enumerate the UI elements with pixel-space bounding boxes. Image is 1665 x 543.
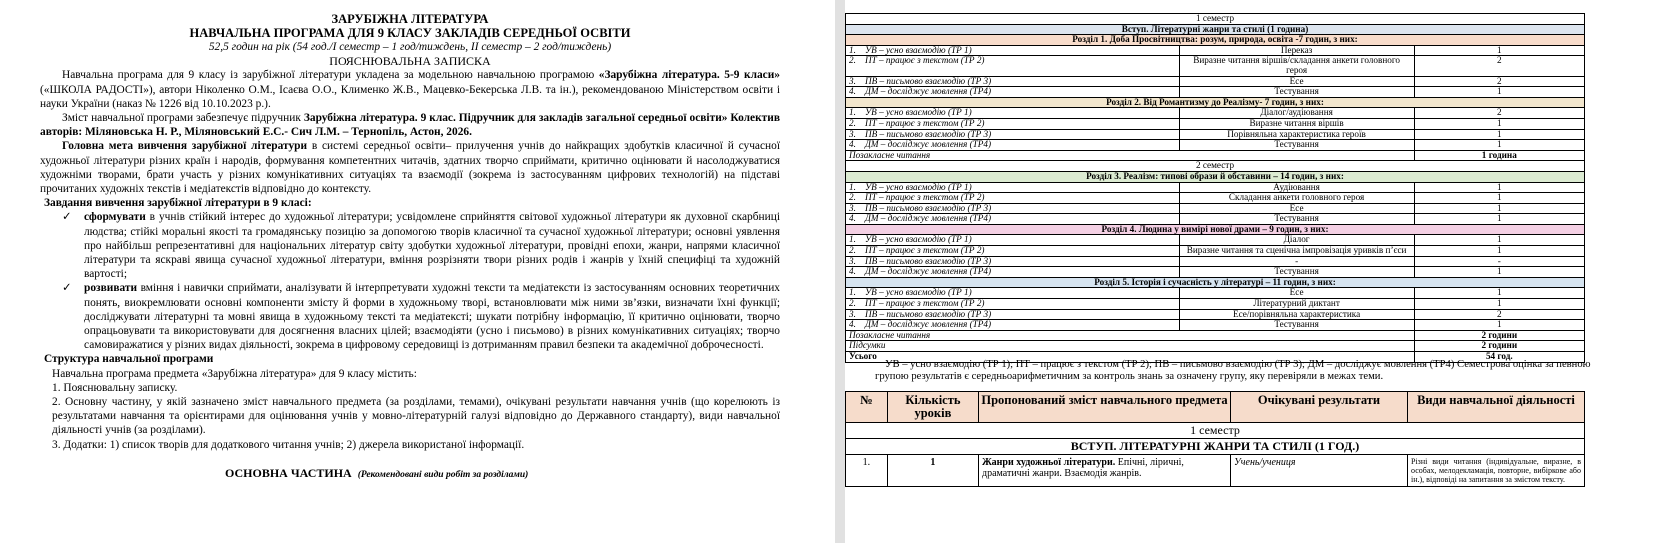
row-number: 2. bbox=[849, 117, 856, 128]
hours-count-cell: 2 bbox=[1414, 309, 1584, 320]
doc-heading: НАВЧАЛЬНА ПРОГРАМА ДЛЯ 9 КЛАСУ ЗАКЛАДІВ СЕРЕДНЬОЇ ОСВІТИ bbox=[189, 26, 631, 40]
row-number: 1. bbox=[849, 107, 856, 118]
t2-row1-lessons: 1 bbox=[887, 455, 978, 487]
p2-text-bold: Зарубіжна література. 9 клас. Підручник для закладів загальної середньої освіти» Колектив авторів: Міляновська Н. Р., Міляновський Е.С.- Сич Л.М. – Тернопіль, Астон, 2026. bbox=[40, 112, 780, 139]
task-form-cell: Есе bbox=[1179, 288, 1414, 299]
activity-type-label: ПВ – письмово взаємодію (ТР 3) bbox=[865, 202, 992, 213]
activity-type-cell bbox=[846, 182, 1180, 193]
task-form-cell: Порівняльна характеристика героїв bbox=[1179, 129, 1414, 140]
table-row bbox=[846, 45, 1585, 56]
activity-type-cell bbox=[846, 309, 1180, 320]
col-header-number: № bbox=[846, 392, 888, 423]
check-icon: ✓ bbox=[62, 211, 72, 224]
check-icon: ✓ bbox=[62, 282, 72, 295]
table-row bbox=[846, 118, 1585, 129]
table-row bbox=[846, 330, 1585, 341]
section-5-header: Розділ 5. Історія і сучасність у літературі – 11 годин, з них: bbox=[846, 277, 1585, 288]
row-number: 4. bbox=[849, 213, 856, 224]
hours-line: 52,5 годин на рік (54 год./І семестр – 1 год/тиждень, ІІ семестр – 2 год/тиждень) bbox=[208, 41, 612, 53]
table-row bbox=[846, 150, 1585, 161]
extra-reading-2-value: 2 години bbox=[1414, 330, 1584, 341]
activity-type-label: ПТ – працює з текстом (ТР 2) bbox=[865, 117, 985, 128]
table-row bbox=[846, 35, 1585, 46]
table-row bbox=[846, 76, 1585, 87]
t2-semester-cell: 1 семестр bbox=[846, 423, 1585, 439]
task-form-cell: - bbox=[1179, 256, 1414, 267]
task-form-cell: Виразне читання віршів/складання анкети головного героя bbox=[1179, 56, 1414, 76]
task-form-cell: Діалог/аудіювання bbox=[1179, 108, 1414, 119]
col-header-lessons: Кількість уроків bbox=[887, 392, 978, 423]
col-header-results: Очікувані результати bbox=[1231, 392, 1408, 423]
table-row bbox=[846, 288, 1585, 299]
row-number: 3. bbox=[849, 128, 856, 139]
summaries-value: 2 години bbox=[1414, 341, 1584, 352]
hours-count-cell: 1 bbox=[1414, 45, 1584, 56]
t2-row1-content bbox=[978, 455, 1230, 487]
hours-count-cell: 1 bbox=[1414, 193, 1584, 204]
hours-table bbox=[845, 13, 1585, 363]
row-number: 2. bbox=[849, 55, 856, 66]
p3-text: в системі середньої освіти– прилучення учнів до найкращих здобутків класичної й сучасної художньої літератури різних країн і народів, формування компетентних читачів, здатних творчо сприймати, критично оцінювати й насолоджуватися художніми творами, брати участь у різних комунікативних ситуаціях та взаємодії (зокрема із застосуванням цифрових технологій) на підставі прочитаних художніх текстів і медіатекстів відповідно до контексту. bbox=[40, 140, 780, 196]
extra-reading-cell: Позакласне читання bbox=[846, 150, 1415, 161]
hours-count-cell: 1 bbox=[1414, 203, 1584, 214]
legend-note: УВ – усно взаємодію (ТР 1); ПТ – працює з текстом (ТР 2); ПВ – письмово взаємодію (ТР 3); ДМ – досліджує мовлення (ТР4) Семестрова оцінка за певною групою результатів є середньоарифметичним за контроль знань за означену групу, яку перевіряли в межах теми. bbox=[875, 359, 1591, 382]
p3-text-bold: Головна мета вивчення зарубіжної літератури bbox=[62, 140, 308, 153]
page-gap bbox=[835, 0, 845, 543]
activity-type-label: ПТ – працює з текстом (ТР 2) bbox=[865, 245, 985, 256]
row-number: 2. bbox=[849, 245, 856, 256]
hours-count-cell: 1 bbox=[1414, 246, 1584, 257]
activity-type-cell bbox=[846, 246, 1180, 257]
task-form-cell: Аудіювання bbox=[1179, 182, 1414, 193]
section-4-header: Розділ 4. Людина у вимірі нової драми – 9 годин, з них: bbox=[846, 224, 1585, 235]
activity-type-label: ДМ – досліджує мовлення (ТР4) bbox=[865, 86, 992, 97]
total-cell: Усього bbox=[846, 352, 1415, 363]
paragraph-textbook bbox=[40, 111, 780, 139]
task-form-cell: Тестування bbox=[1179, 267, 1414, 278]
p1-text-c: («ШКОЛА РАДОСТІ»), автори Ніколенко О.М., Ісаєва О.О., Клименко Ж.В., Мацевко-Бекерська Л.В. та ін.), рекомендованою Міністерством освіти і науки України (наказ № 1226 від 10.10.2023 р.). bbox=[40, 83, 780, 110]
structure-title: Структура навчальної програми bbox=[44, 353, 214, 366]
row-number: 2. bbox=[849, 192, 856, 203]
paragraph-program-basis bbox=[40, 68, 780, 111]
row-number: 3. bbox=[849, 75, 856, 86]
activity-type-label: ДМ – досліджує мовлення (ТР4) bbox=[865, 213, 992, 224]
activity-type-cell bbox=[846, 214, 1180, 225]
activity-type-cell bbox=[846, 129, 1180, 140]
row-number: 4. bbox=[849, 266, 856, 277]
activity-type-label: ПТ – працює з текстом (ТР 2) bbox=[865, 55, 985, 66]
row-number: 1. bbox=[849, 287, 856, 298]
table-row bbox=[846, 56, 1585, 76]
row-number: 1. bbox=[849, 234, 856, 245]
table-row bbox=[846, 214, 1585, 225]
section-1-header: Розділ 1. Доба Просвітництва: розум, природа, освіта -7 годин, з них: bbox=[846, 35, 1585, 46]
task-form-cell: Складання анкети головного героя bbox=[1179, 193, 1414, 204]
task1-bold: сформувати bbox=[84, 211, 146, 224]
row-number: 4. bbox=[849, 139, 856, 150]
hours-count-cell: 1 bbox=[1414, 140, 1584, 151]
tasks-title: Завдання вивчення зарубіжної літератури в 9 класі: bbox=[44, 197, 312, 210]
extra-reading-2-cell: Позакласне читання bbox=[846, 330, 1415, 341]
activity-type-label: ПВ – письмово взаємодію (ТР 3) bbox=[865, 128, 992, 139]
task-form-cell: Переказ bbox=[1179, 45, 1414, 56]
table-row bbox=[846, 299, 1585, 310]
task-item-develop bbox=[40, 281, 780, 352]
task-form-cell: Есе/порівняльна характеристика bbox=[1179, 309, 1414, 320]
table-row bbox=[846, 246, 1585, 257]
activity-type-label: ПВ – письмово взаємодію (ТР 3) bbox=[865, 75, 992, 86]
activity-type-label: УВ – усно взаємодію (ТР 1) bbox=[865, 181, 972, 192]
p1-text-bold: «Зарубіжна література. 5-9 класи» bbox=[598, 69, 780, 82]
paragraph-main-goal bbox=[40, 139, 780, 196]
table-row bbox=[846, 224, 1585, 235]
activity-type-label: ДМ – досліджує мовлення (ТР4) bbox=[865, 266, 992, 277]
hours-count-cell: 1 bbox=[1414, 235, 1584, 246]
activity-type-label: ПТ – працює з текстом (ТР 2) bbox=[865, 192, 985, 203]
activity-type-cell bbox=[846, 299, 1180, 310]
activity-type-cell bbox=[846, 118, 1180, 129]
t2-row1-activities: Різні види читання (індивідуальне, виразне, в особах, мелодекламація, повторне, вибіркове або ін.), відповіді на запитання за змістом тексту. bbox=[1408, 455, 1585, 487]
table-row bbox=[846, 455, 1585, 487]
row-number: 3. bbox=[849, 255, 856, 266]
activity-type-label: ДМ – досліджує мовлення (ТР4) bbox=[865, 319, 992, 330]
program-table bbox=[845, 391, 1585, 487]
main-part-note: (Рекомендовані види робіт за розділами) bbox=[357, 470, 529, 480]
activity-type-label: УВ – усно взаємодію (ТР 1) bbox=[865, 234, 972, 245]
t2-row1-content-text: Епічні, ліричні, драматичні жанри. Взаємодія жанрів. bbox=[981, 457, 1184, 479]
structure-item-3: 3. Додатки: 1) список творів для додаткового читання учнів; 2) джерела використаної інформації. bbox=[52, 438, 525, 451]
col-header-content: Пропонований зміст навчального предмета bbox=[978, 392, 1230, 423]
t2-row1-results: Учень/учениця bbox=[1231, 455, 1408, 487]
activity-type-label: ПВ – письмово взаємодію (ТР 3) bbox=[865, 255, 992, 266]
activity-type-label: УВ – усно взаємодію (ТР 1) bbox=[865, 287, 972, 298]
hours-count-cell: 2 bbox=[1414, 56, 1584, 76]
task2-text: вміння і навички сприймати, аналізувати й інтерпретувати художні тексти та медіатексти із застосуванням основних теоретичних понять, виокремлювати основні компоненти змісту й форми в художньому творі, встановлювати між ними зв’язки, визначати їхні функції; досліджувати літературні та мовні явища в художньому тексті та медіатексті; шукати потрібну інформацію, її критично оцінювати, творчо опрацьовувати та використовувати для досягнення власних цілей; взаємодіяти (усно і письмово) в різних комунікативних ситуаціях; творчо самовиражатися у різних видах діяльності, зокрема в цифровому середовищі із дотриманням правил безпеки та академічної доброчесності. bbox=[84, 282, 780, 352]
p2-text-a: Зміст навчальної програми забезпечує підручник bbox=[62, 112, 304, 125]
activity-type-cell bbox=[846, 193, 1180, 204]
hours-count-cell: 1 bbox=[1414, 288, 1584, 299]
table-row bbox=[846, 267, 1585, 278]
main-part-heading bbox=[225, 466, 528, 481]
hours-count-cell: 1 bbox=[1414, 129, 1584, 140]
table-row bbox=[846, 423, 1585, 439]
table-row bbox=[846, 87, 1585, 98]
right-page-content bbox=[845, 0, 1665, 543]
table-row bbox=[846, 97, 1585, 108]
hours-count-cell: 1 bbox=[1414, 214, 1584, 225]
task-form-cell: Тестування bbox=[1179, 320, 1414, 331]
activity-type-cell bbox=[846, 267, 1180, 278]
row-number: 1. bbox=[849, 181, 856, 192]
table-row bbox=[846, 108, 1585, 119]
hours-count-cell: 1 bbox=[1414, 299, 1584, 310]
activity-type-cell bbox=[846, 288, 1180, 299]
activity-type-cell bbox=[846, 76, 1180, 87]
total-value: 54 год. bbox=[1414, 352, 1584, 363]
table-row bbox=[846, 171, 1585, 182]
section-2-header: Розділ 2. Від Романтизму до Реалізму- 7 годин, з них: bbox=[846, 97, 1585, 108]
table-row bbox=[846, 203, 1585, 214]
table-row bbox=[846, 235, 1585, 246]
row-number: 2. bbox=[849, 298, 856, 309]
task-form-cell: Виразне читання та сценічна імпровізація уривків п’єси bbox=[1179, 246, 1414, 257]
col-header-activities: Види навчальної діяльності bbox=[1408, 392, 1585, 423]
hours-count-cell: 1 bbox=[1414, 182, 1584, 193]
task-form-cell: Виразне читання віршів bbox=[1179, 118, 1414, 129]
task-form-cell: Тестування bbox=[1179, 87, 1414, 98]
table-row bbox=[846, 182, 1585, 193]
table-row bbox=[846, 439, 1585, 455]
task-form-cell: Тестування bbox=[1179, 214, 1414, 225]
table-row bbox=[846, 193, 1585, 204]
t2-intro-cell: ВСТУП. ЛІТЕРАТУРНІ ЖАНРИ ТА СТИЛІ (1 ГОД.) bbox=[846, 439, 1585, 455]
activity-type-label: УВ – усно взаємодію (ТР 1) bbox=[865, 107, 972, 118]
intro-section-cell: Вступ. Літературні жанри та стилі (1 година) bbox=[846, 24, 1585, 35]
section-3-header: Розділ 3. Реалізм: типові образи й обставини – 14 годин, з них: bbox=[846, 171, 1585, 182]
activity-type-cell bbox=[846, 108, 1180, 119]
activity-type-label: УВ – усно взаємодію (ТР 1) bbox=[865, 44, 972, 55]
structure-intro: Навчальна програма предмета «Зарубіжна література» для 9 класу містить: bbox=[52, 367, 417, 380]
doc-title: ЗАРУБІЖНА ЛІТЕРАТУРА bbox=[331, 12, 489, 26]
structure-item-1: 1. Пояснювальну записку. bbox=[52, 381, 178, 394]
table-row bbox=[846, 140, 1585, 151]
row-number: 4. bbox=[849, 86, 856, 97]
hours-count-cell: 2 bbox=[1414, 108, 1584, 119]
semester-2-cell: 2 семестр bbox=[846, 161, 1585, 172]
activity-type-cell bbox=[846, 320, 1180, 331]
p1-text-a: Навчальна програма для 9 класу із зарубіжної літератури укладена за модельною навчальною програмою bbox=[62, 69, 599, 82]
row-number: 4. bbox=[849, 319, 856, 330]
activity-type-cell bbox=[846, 235, 1180, 246]
t2-row1-number: 1. bbox=[846, 455, 888, 487]
activity-type-cell bbox=[846, 140, 1180, 151]
activity-type-cell bbox=[846, 256, 1180, 267]
table-header-row bbox=[846, 392, 1585, 423]
task1-text: в учнів стійкий інтерес до художньої літератури; усвідомлене сприйняття світової художньої літератури як духовної скарбниці людства; стійкі моральні якості та громадянську позицію за допомогою творів класичної та сучасної художньої літератури; основні уявлення про найбільш репрезентативні для національних літератур світу здобутки художньої літератури, провідні епохи, жанри, напрями класичної літератури та яскраві явища сучасної художньої літератури, вміння розрізняти твори різних родів і жанрів у їхній специфіці та художній вартості; bbox=[84, 211, 780, 281]
activity-type-cell bbox=[846, 87, 1180, 98]
table-row bbox=[846, 14, 1585, 25]
hours-count-cell: 1 bbox=[1414, 320, 1584, 331]
structure-item-2: 2. Основну частину, у якій зазначено зміст навчального предмета (за розділами, темами), очікувані результати навчання учнів (що корелюють із результатами навчання та орієнтирами для оцінювання учнів у мовно-літературній галузі відповідно до Державного стандарту), види навчальної діяльності учнів (за розділами). bbox=[52, 396, 780, 437]
main-part-title: ОСНОВНА ЧАСТИНА bbox=[225, 466, 352, 480]
row-number: 3. bbox=[849, 308, 856, 319]
table-row bbox=[846, 309, 1585, 320]
task-form-cell: Есе bbox=[1179, 203, 1414, 214]
task-item-form bbox=[40, 210, 780, 281]
hours-count-cell: 2 bbox=[1414, 76, 1584, 87]
extra-reading-value: 1 година bbox=[1414, 150, 1584, 161]
semester-1-cell: 1 семестр bbox=[846, 14, 1585, 25]
task-form-cell: Літературний диктант bbox=[1179, 299, 1414, 310]
table-row bbox=[846, 320, 1585, 331]
activity-type-cell bbox=[846, 45, 1180, 56]
activity-type-label: ПВ – письмово взаємодію (ТР 3) bbox=[865, 308, 992, 319]
table-row bbox=[846, 24, 1585, 35]
summaries-cell: Підсумки bbox=[846, 341, 1415, 352]
left-page-content bbox=[40, 12, 780, 452]
right-page bbox=[845, 0, 1665, 543]
table-row bbox=[846, 129, 1585, 140]
explanatory-note-title: ПОЯСНЮВАЛЬНА ЗАПИСКА bbox=[329, 54, 491, 69]
row-number: 1. bbox=[849, 44, 856, 55]
table-row bbox=[846, 277, 1585, 288]
table-row bbox=[846, 161, 1585, 172]
task-form-cell: Есе bbox=[1179, 76, 1414, 87]
hours-count-cell: 1 bbox=[1414, 118, 1584, 129]
activity-type-label: ДМ – досліджує мовлення (ТР4) bbox=[865, 139, 992, 150]
hours-count-cell: - bbox=[1414, 256, 1584, 267]
table-row bbox=[846, 341, 1585, 352]
t2-row1-content-bold: Жанри художньої літератури. bbox=[981, 457, 1116, 468]
task-form-cell: Тестування bbox=[1179, 140, 1414, 151]
table-row bbox=[846, 256, 1585, 267]
activity-type-cell bbox=[846, 56, 1180, 76]
activity-type-label: ПТ – працює з текстом (ТР 2) bbox=[865, 298, 985, 309]
task2-bold: розвивати bbox=[84, 282, 138, 295]
activity-type-cell bbox=[846, 203, 1180, 214]
row-number: 3. bbox=[849, 202, 856, 213]
task-form-cell: Діалог bbox=[1179, 235, 1414, 246]
hours-count-cell: 1 bbox=[1414, 87, 1584, 98]
hours-count-cell: 1 bbox=[1414, 267, 1584, 278]
